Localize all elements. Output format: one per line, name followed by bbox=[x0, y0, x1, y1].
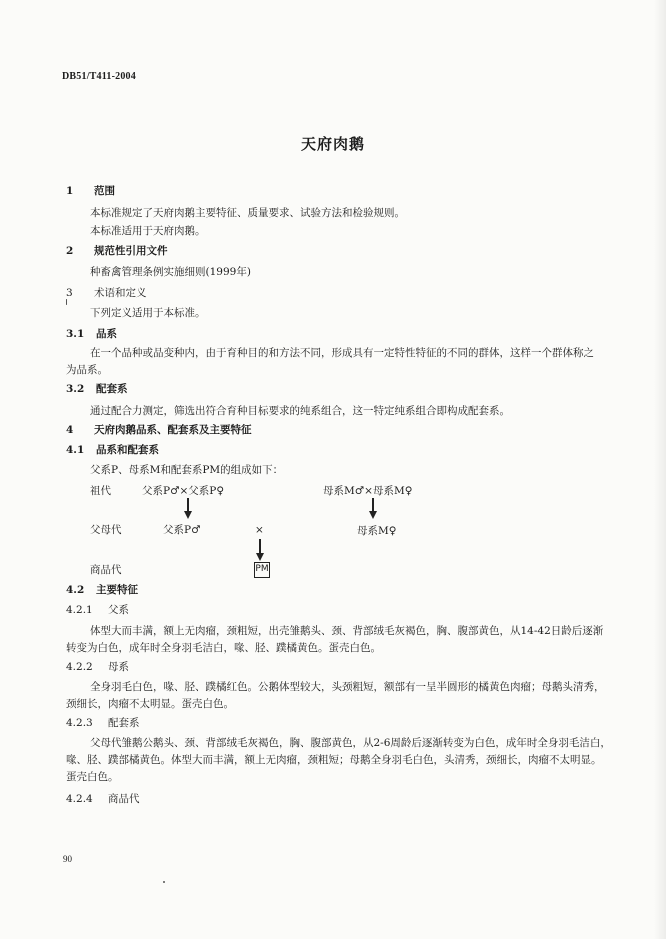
page-edge-shadow bbox=[654, 0, 666, 939]
section-title: 配套系 bbox=[108, 717, 140, 729]
section-number: 4.2 bbox=[66, 584, 85, 596]
section-number: 3.2 bbox=[66, 383, 85, 395]
section-title: 品系 bbox=[96, 328, 117, 340]
section-3-paragraph-1: 下列定义适用于本标准。 bbox=[90, 307, 206, 319]
section-title: 主要特征 bbox=[96, 584, 138, 596]
section-4-2-3-heading bbox=[66, 716, 140, 730]
section-3-1-heading bbox=[66, 327, 117, 341]
section-3-2-paragraph-1: 通过配合力测定，筛选出符合育种目标要求的纯系组合，这一特定纯系组合即构成配套系。 bbox=[90, 405, 510, 417]
section-number: 4.1 bbox=[66, 444, 85, 456]
section-1-paragraph-1: 本标准规定了天府肉鹅主要特征、质量要求、试验方法和检验规则。 bbox=[90, 207, 405, 219]
arrow-paternal-line bbox=[187, 498, 189, 511]
generation-label-grandparent: 祖代 bbox=[90, 485, 111, 497]
section-title: 父系 bbox=[108, 604, 129, 616]
section-title: 规范性引用文件 bbox=[94, 245, 168, 257]
document-title: 天府肉鹅 bbox=[300, 135, 365, 153]
section-1-paragraph-2: 本标准适用于天府肉鹅。 bbox=[90, 225, 206, 237]
grandparent-paternal-cross: 父系P♂×父系P♀ bbox=[142, 485, 225, 497]
parent-maternal-line: 母系M♀ bbox=[357, 525, 397, 537]
arrow-maternal-line bbox=[372, 498, 374, 511]
section-1-heading bbox=[66, 184, 115, 198]
section-title: 天府肉鹅品系、配套系及主要特征 bbox=[94, 424, 252, 436]
section-4-2-4-heading bbox=[66, 792, 140, 806]
parent-paternal-line: 父系P♂ bbox=[163, 524, 201, 536]
section-number: 2 bbox=[66, 245, 74, 257]
generation-label-parent: 父母代 bbox=[90, 524, 122, 536]
section-3-1-paragraph-1: 在一个品种或品变种内，由于育种目的和方法不同，形成具有一定特性特征的不同的群体，这样一个群体称之为品系。 bbox=[66, 347, 594, 376]
section-4-2-3-paragraph: 父母代雏鹅公鹅头、颈、背部绒毛灰褐色，胸、腹部黄色，从2-6周龄后逐渐转变为白色，成年时全身羽毛洁白，喙、胫、蹼部橘黄色。体型大而丰满，额上无肉瘤，颈粗短；母鹅全身羽毛白色，头清秀，颈细长，肉瘤不太明显。蛋壳白色。 bbox=[66, 737, 611, 783]
section-4-1-paragraph-1: 父系P、母系M和配套系PM的组成如下： bbox=[90, 464, 284, 476]
arrow-down-icon bbox=[184, 511, 192, 519]
cross-symbol: × bbox=[255, 524, 264, 536]
section-4-2-2-paragraph: 全身羽毛白色，喙、胫、蹼橘红色。公鹅体型较大，头颈粗短，额部有一呈半圆形的橘黄色肉瘤；母鹅头清秀，颈细长，肉瘤不太明显。蛋壳白色。 bbox=[66, 681, 605, 710]
section-4-2-heading bbox=[66, 583, 138, 597]
section-number: 3.1 bbox=[66, 328, 85, 340]
section-3-heading bbox=[66, 286, 147, 300]
section-title: 商品代 bbox=[108, 793, 140, 805]
section-number: 1 bbox=[66, 185, 74, 197]
section-4-1-heading bbox=[66, 443, 159, 457]
section-4-2-1-paragraph: 体型大而丰满，额上无肉瘤，颈粗短，出壳雏鹅头、颈、背部绒毛灰褐色，胸、腹部黄色，从14-42日龄后逐渐转变为白色，成年时全身羽毛洁白，喙、胫、蹼橘黄色。蛋壳白色。 bbox=[66, 625, 604, 654]
section-number: 3 bbox=[66, 287, 73, 299]
section-2-paragraph-1: 种畜禽管理条例实施细则(1999年) bbox=[90, 266, 251, 278]
arrow-product-line bbox=[259, 539, 261, 553]
grandparent-maternal-cross: 母系M♂×母系M♀ bbox=[323, 485, 413, 497]
scan-speck bbox=[66, 299, 67, 305]
standard-code: DB51/T411-2004 bbox=[62, 71, 136, 82]
generation-label-commercial: 商品代 bbox=[90, 564, 122, 576]
section-title: 品系和配套系 bbox=[96, 444, 159, 456]
section-number: 4.2.1 bbox=[66, 604, 93, 616]
page-number: 90 bbox=[63, 854, 72, 864]
section-number: 4.2.3 bbox=[66, 717, 93, 729]
section-3-2-heading bbox=[66, 382, 128, 396]
section-title: 母系 bbox=[108, 661, 129, 673]
scan-speck bbox=[163, 881, 165, 883]
section-title: 范围 bbox=[94, 185, 115, 197]
section-title: 术语和定义 bbox=[94, 287, 147, 299]
section-number: 4.2.2 bbox=[66, 661, 93, 673]
section-title: 配套系 bbox=[96, 383, 128, 395]
section-4-heading bbox=[66, 423, 252, 437]
section-4-2-2-heading bbox=[66, 660, 129, 674]
section-2-heading bbox=[66, 244, 168, 258]
section-4-2-1-heading bbox=[66, 603, 129, 617]
section-number: 4.2.4 bbox=[66, 793, 93, 805]
arrow-down-icon bbox=[369, 511, 377, 519]
section-number: 4 bbox=[66, 424, 74, 436]
product-pm-box: PM bbox=[254, 562, 270, 578]
arrow-down-icon bbox=[256, 553, 264, 561]
